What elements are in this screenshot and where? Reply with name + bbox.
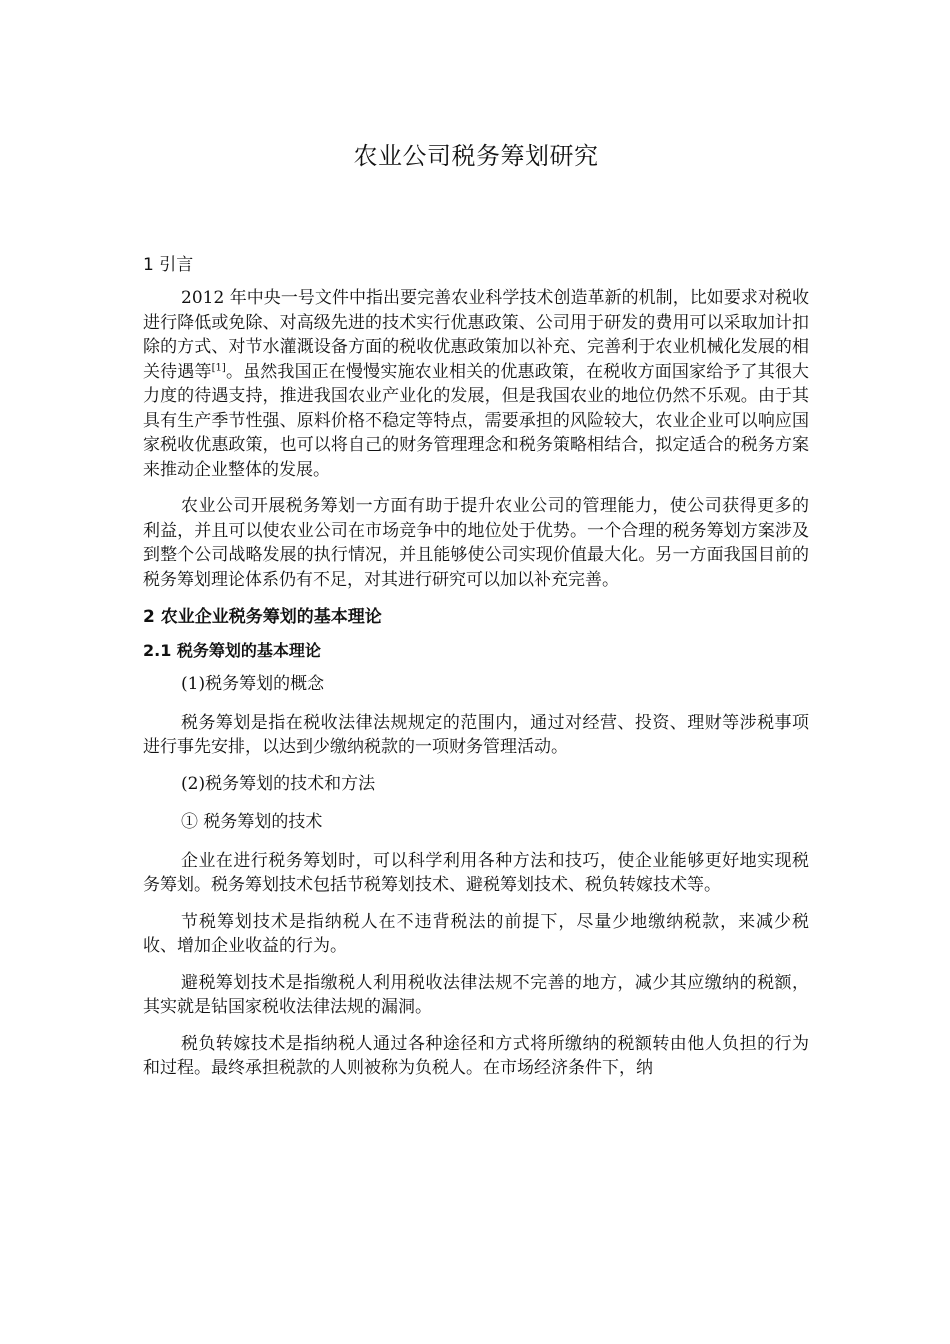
tax-saving-paragraph: 节税筹划技术是指纳税人在不违背税法的前提下，尽量少地缴纳税款，来减少税收、增加企业收益的行为。 bbox=[143, 911, 809, 956]
document-body bbox=[143, 252, 809, 1093]
subsection-heading-theory: 2.1 税务筹划的基本理论 bbox=[143, 641, 321, 660]
citation-ref: [1] bbox=[211, 361, 226, 373]
intro-paragraph-1-text-a: 2012 年中央一号文件中指出要完善农业科学技术创造革新的机制，比如要求对税收进行降低或免除、对高级先进的技术实行优惠政策、公司用于研发的费用可以采取加计扣除的方式、对节水灌溉设备方面的税收优惠政策加以补充、完善利于农业机械化发展的相关待遇等 bbox=[143, 288, 809, 382]
intro-paragraph-1 bbox=[143, 286, 809, 482]
technique-label: ① 税务筹划的技术 bbox=[181, 812, 323, 832]
section-heading-theory: 2 农业企业税务筹划的基本理论 bbox=[143, 607, 382, 627]
technique-intro-paragraph: 企业在进行税务筹划时，可以科学利用各种方法和技巧，使企业能够更好地实现税务筹划。税务筹划技术包括节税筹划技术、避税筹划技术、税负转嫁技术等。 bbox=[143, 850, 809, 895]
tax-avoidance-paragraph: 避税筹划技术是指缴税人利用税收法律法规不完善的地方，减少其应缴纳的税额，其实就是钻国家税收法律法规的漏洞。 bbox=[143, 972, 809, 1017]
document-page bbox=[143, 0, 809, 1344]
concept-label: (1)税务筹划的概念 bbox=[181, 674, 325, 694]
document-title: 农业公司税务筹划研究 bbox=[353, 142, 599, 170]
intro-paragraph-2: 农业公司开展税务筹划一方面有助于提升农业公司的管理能力，使公司获得更多的利益，并且可以使农业公司在市场竞争中的地位处于优势。一个合理的税务筹划方案涉及到整个公司战略发展的执行情况，并且能够使公司实现价值最大化。另一方面我国目前的税务筹划理论体系仍有不足，对其进行研究可以加以补充完善。 bbox=[143, 496, 809, 590]
concept-paragraph: 税务筹划是指在税收法律法规规定的范围内，通过对经营、投资、理财等涉税事项进行事先安排，以达到少缴纳税款的一项财务管理活动。 bbox=[143, 712, 809, 757]
methods-label: (2)税务筹划的技术和方法 bbox=[181, 773, 376, 794]
section-heading-intro: 1 引言 bbox=[143, 255, 194, 275]
intro-paragraph-1-text-b: 。虽然我国正在慢慢实施农业相关的优惠政策，在税收方面国家给予了其很大力度的待遇支持，推进我国农业产业化的发展，但是我国农业的地位仍然不乐观。由于其具有生产季节性强、原料价格不稳定等特点，需要承担的风险较大，农业企业可以响应国家税收优惠政策，也可以将自己的财务管理理念和税务策略相结合，拟定适合的税务方案来推动企业整体的发展。 bbox=[143, 361, 810, 480]
tax-shifting-paragraph: 税负转嫁技术是指纳税人通过各种途径和方式将所缴纳的税额转由他人负担的行为和过程。最终承担税款的人则被称为负税人。在市场经济条件下，纳 bbox=[143, 1033, 809, 1078]
